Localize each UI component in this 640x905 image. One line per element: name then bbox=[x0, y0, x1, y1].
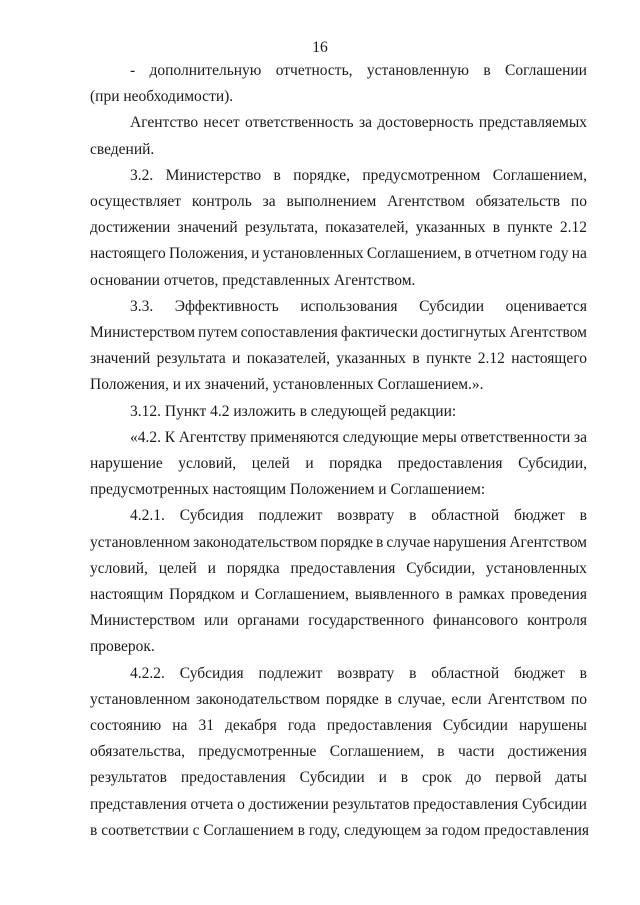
text-line: в соответствии с Соглашением в году, следующем за годом предоставления bbox=[90, 821, 590, 839]
text-line: значений результата и показателей, указанных в пункте 2.12 настоящего bbox=[90, 350, 587, 368]
text-line: (при необходимости). bbox=[90, 88, 234, 106]
text-line: установленном законодательством порядке в случае нарушения Агентством bbox=[90, 533, 587, 551]
text-line: проверок. bbox=[90, 638, 155, 656]
text-line: Положения, и их значений, установленных Соглашением.». bbox=[90, 376, 484, 394]
text-line: 3.12. Пункт 4.2 изложить в следующей редакции: bbox=[130, 402, 457, 420]
text-line: обязательства, предусмотренные Соглашением, в части достижения bbox=[90, 743, 587, 761]
text-line: настоящим Порядком и Соглашением, выявленного в рамках проведения bbox=[90, 586, 587, 604]
paragraph bbox=[90, 425, 587, 504]
text-line: настоящего Положения, и установленных Соглашением, в отчетном году на bbox=[90, 245, 587, 263]
paragraph bbox=[90, 503, 587, 660]
text-line: предусмотренных настоящим Положением и Соглашением: bbox=[90, 481, 486, 499]
text-line: 4.2.2. Субсидия подлежит возврату в областной бюджет в bbox=[130, 664, 587, 682]
text-line: 3.3. Эффективность использования Субсидии оценивается bbox=[130, 297, 587, 315]
text-line: сведений. bbox=[90, 140, 155, 158]
page-number: 16 bbox=[312, 39, 328, 56]
paragraph bbox=[90, 661, 590, 844]
text-line: «4.2. К Агентству применяются следующие меры ответственности за bbox=[130, 428, 587, 446]
text-line: результатов предоставления Субсидии и в срок до первой даты bbox=[90, 769, 587, 787]
text-line: Министерством или органами государственного финансового контроля bbox=[90, 612, 587, 630]
text-line: условий, целей и порядка предоставления Субсидии, установленных bbox=[90, 559, 587, 577]
paragraph bbox=[90, 163, 587, 294]
paragraph bbox=[90, 110, 587, 162]
paragraph bbox=[90, 58, 587, 110]
paragraph bbox=[90, 294, 587, 399]
text-line: достижении значений результата, показателей, указанных в пункте 2.12 bbox=[90, 219, 587, 237]
text-line: осуществляет контроль за выполнением Агентством обязательств по bbox=[90, 193, 587, 211]
text-line: основании отчетов, представленных Агентством. bbox=[90, 271, 416, 289]
text-line: установленном законодательством порядке в случае, если Агентством по bbox=[90, 690, 587, 708]
text-line: 4.2.1. Субсидия подлежит возврату в областной бюджет в bbox=[130, 507, 587, 525]
text-line: состоянию на 31 декабря года предоставления Субсидии нарушены bbox=[90, 717, 587, 735]
text-line: нарушение условий, целей и порядка предоставления Субсидии, bbox=[90, 455, 587, 473]
text-line: 3.2. Министерство в порядке, предусмотренном Соглашением, bbox=[130, 166, 587, 184]
text-line: представления отчета о достижении результатов предоставления Субсидии bbox=[90, 795, 587, 813]
document-body bbox=[90, 58, 590, 844]
paragraph bbox=[90, 399, 587, 425]
text-line: - дополнительную отчетность, установленную в Соглашении bbox=[130, 62, 587, 79]
text-line: Агентство несет ответственность за достоверность представляемых bbox=[130, 114, 587, 132]
text-line: Министерством путем сопоставления фактически достигнутых Агентством bbox=[90, 324, 587, 342]
